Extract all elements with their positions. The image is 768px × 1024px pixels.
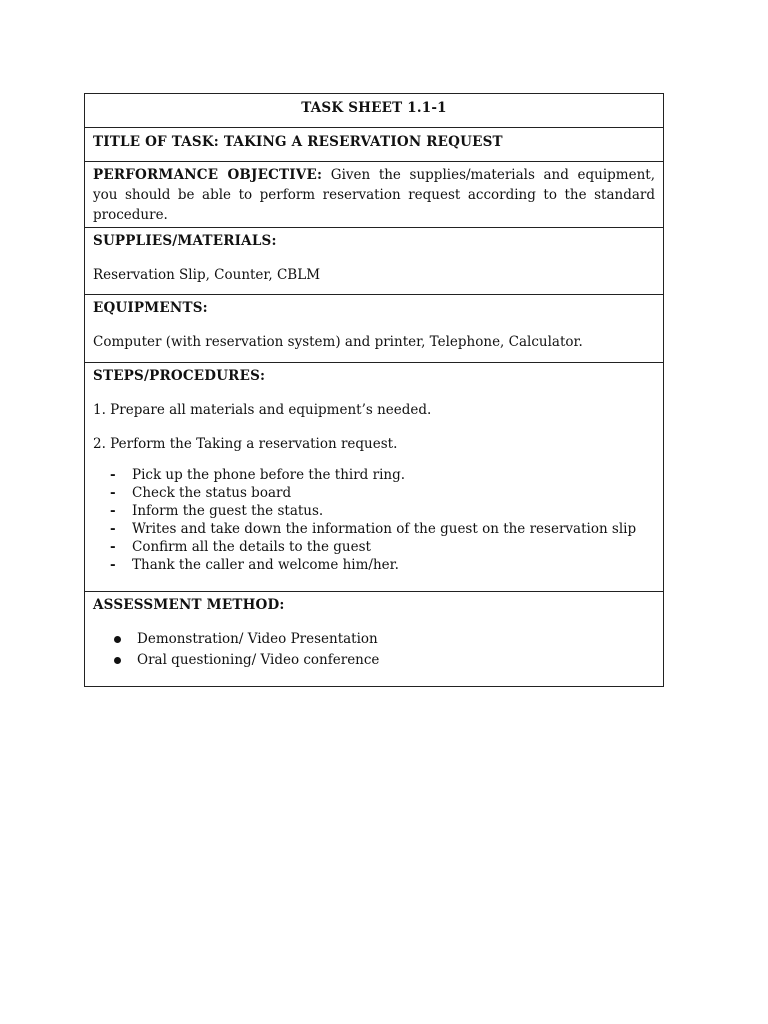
list-item [93, 466, 655, 484]
assessment-section [85, 592, 664, 687]
performance-paragraph [93, 162, 655, 227]
assessment-method-text: Oral questioning/ Video conference [137, 652, 380, 668]
title-row [85, 128, 664, 162]
list-item [93, 520, 655, 538]
task-title-text: TITLE OF TASK: TAKING A RESERVATION REQUEST [93, 134, 503, 150]
list-item [93, 650, 655, 671]
substep-text: Inform the guest the status. [132, 503, 324, 519]
substep-text: Thank the caller and welcome him/her. [132, 557, 399, 573]
list-item [93, 629, 655, 650]
assessment-list [93, 629, 655, 671]
substep-text: Check the status board [132, 485, 292, 501]
dash-icon: - [110, 485, 116, 501]
list-item [93, 538, 655, 556]
equipments-text: Computer (with reservation system) and printer, Telephone, Calculator. [93, 334, 583, 350]
performance-row [85, 162, 664, 228]
substep-text: Pick up the phone before the third ring. [132, 467, 406, 483]
step-1: 1. Prepare all materials and equipment’s needed. [93, 402, 432, 418]
list-item [93, 502, 655, 520]
steps-label: STEPS/PROCEDURES: [93, 368, 266, 384]
equipments-section [85, 295, 664, 363]
supplies-label: SUPPLIES/MATERIALS: [93, 233, 277, 249]
list-item [93, 484, 655, 502]
task-sheet-table [84, 93, 664, 687]
assessment-method-text: Demonstration/ Video Presentation [137, 631, 378, 647]
bullet-icon [114, 657, 121, 664]
performance-label: PERFORMANCE OBJECTIVE: [93, 167, 323, 183]
task-title [85, 128, 664, 162]
header-row [85, 94, 664, 128]
substep-text: Writes and take down the information of the guest on the reservation slip [132, 521, 637, 537]
task-sheet-header-text: TASK SHEET 1.1-1 [301, 100, 447, 116]
dash-icon: - [110, 539, 116, 555]
task-sheet-header [85, 94, 664, 128]
dash-icon: - [110, 503, 116, 519]
dash-icon: - [110, 467, 116, 483]
performance-objective [85, 162, 664, 228]
step-2: 2. Perform the Taking a reservation request. [93, 436, 398, 452]
steps-row [85, 363, 664, 592]
equipments-row [85, 295, 664, 363]
supplies-section [85, 228, 664, 295]
list-item [93, 556, 655, 574]
supplies-row [85, 228, 664, 295]
bullet-icon [114, 636, 121, 643]
substeps-list [93, 466, 655, 574]
assessment-label: ASSESSMENT METHOD: [93, 597, 285, 613]
performance-text: Given the supplies/materials and equipment, you should be able to perform reservation request according to the standard procedure. [93, 167, 655, 223]
dash-icon: - [110, 557, 116, 573]
supplies-text: Reservation Slip, Counter, CBLM [93, 267, 321, 283]
equipments-label: EQUIPMENTS: [93, 300, 208, 316]
substep-text: Confirm all the details to the guest [132, 539, 371, 555]
assessment-row [85, 592, 664, 687]
dash-icon: - [110, 521, 116, 537]
steps-section [85, 363, 664, 592]
